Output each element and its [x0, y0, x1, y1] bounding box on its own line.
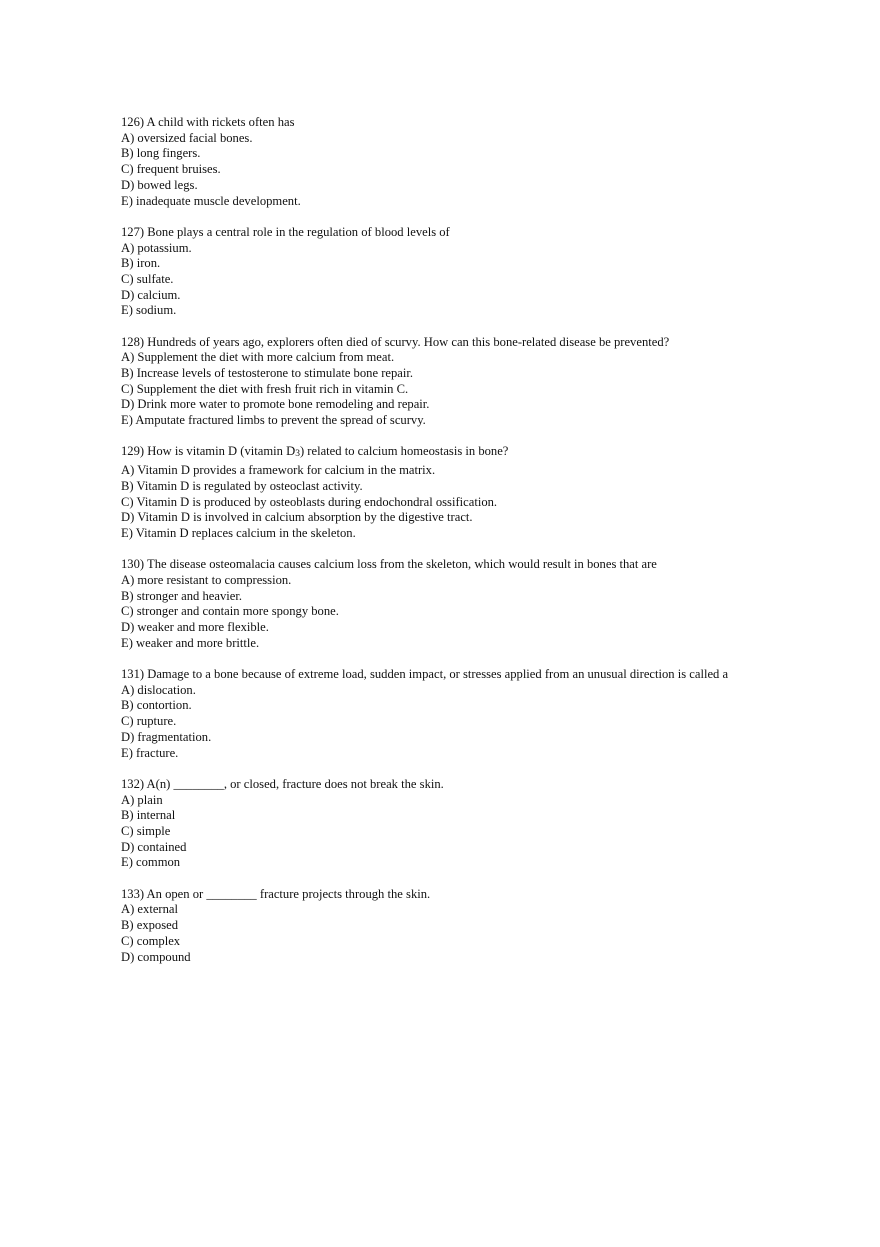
question-132: [121, 777, 761, 871]
question-127: [121, 225, 761, 319]
question-stem: [121, 444, 761, 463]
answer-option: D) Vitamin D is involved in calcium absorption by the digestive tract.: [121, 510, 473, 525]
question-133: [121, 887, 761, 966]
answer-option: A) dislocation.: [121, 682, 196, 697]
answer-option: B) iron.: [121, 256, 161, 271]
answer-option: E) sodium.: [121, 303, 177, 318]
answer-option: D) bowed legs.: [121, 177, 198, 192]
question-126: [121, 115, 761, 209]
question-stem: 133) An open or ________ fracture projects through the skin.: [121, 886, 431, 901]
question-list: [121, 115, 761, 965]
answer-option: A) more resistant to compression.: [121, 572, 292, 587]
question-131: [121, 667, 761, 761]
question-stem-suffix: ) related to calcium homeostasis in bone?: [299, 444, 509, 459]
answer-option: C) stronger and contain more spongy bone.: [121, 604, 339, 619]
question-stem: 131) Damage to a bone because of extreme load, sudden impact, or stresses applied from an unusual direction is called a: [121, 667, 729, 682]
answer-option: B) Increase levels of testosterone to stimulate bone repair.: [121, 366, 414, 381]
question-stem-subscript: 3: [295, 449, 300, 460]
answer-option: D) fragmentation.: [121, 729, 212, 744]
answer-option: E) Vitamin D replaces calcium in the skeleton.: [121, 525, 356, 540]
answer-option: A) Supplement the diet with more calcium from meat.: [121, 350, 395, 365]
answer-option: C) sulfate.: [121, 271, 174, 286]
answer-option: B) contortion.: [121, 698, 192, 713]
question-130: [121, 557, 761, 651]
answer-option: B) internal: [121, 808, 176, 823]
answer-option: D) calcium.: [121, 287, 181, 302]
answer-option: C) complex: [121, 933, 181, 948]
answer-option: B) Vitamin D is regulated by osteoclast activity.: [121, 478, 363, 493]
answer-option: E) weaker and more brittle.: [121, 635, 260, 650]
answer-option: E) inadequate muscle development.: [121, 193, 301, 208]
answer-option: A) potassium.: [121, 240, 192, 255]
answer-option: C) Vitamin D is produced by osteoblasts during endochondral ossification.: [121, 494, 498, 509]
answer-option: B) stronger and heavier.: [121, 588, 242, 603]
question-stem: 130) The disease osteomalacia causes calcium loss from the skeleton, which would result in bones that are: [121, 557, 657, 572]
answer-option: E) common: [121, 855, 181, 870]
answer-option: C) simple: [121, 823, 171, 838]
answer-option: D) compound: [121, 949, 191, 964]
question-stem-prefix: 129) How is vitamin D (vitamin D: [121, 444, 296, 459]
answer-option: A) oversized facial bones.: [121, 130, 253, 145]
question-129: [121, 444, 761, 541]
answer-option: C) Supplement the diet with fresh fruit rich in vitamin C.: [121, 381, 409, 396]
answer-option: C) frequent bruises.: [121, 162, 221, 177]
answer-option: B) long fingers.: [121, 146, 201, 161]
answer-option: A) external: [121, 902, 178, 917]
answer-option: C) rupture.: [121, 714, 177, 729]
answer-option: E) Amputate fractured limbs to prevent the spread of scurvy.: [121, 413, 426, 428]
answer-option: A) Vitamin D provides a framework for calcium in the matrix.: [121, 463, 436, 478]
answer-option: D) weaker and more flexible.: [121, 620, 269, 635]
question-128: [121, 335, 761, 429]
answer-option: D) contained: [121, 839, 187, 854]
answer-option: E) fracture.: [121, 745, 179, 760]
answer-option: B) exposed: [121, 918, 179, 933]
question-stem: 128) Hundreds of years ago, explorers often died of scurvy. How can this bone-related disease be prevented?: [121, 334, 670, 349]
answer-option: D) Drink more water to promote bone remodeling and repair.: [121, 397, 430, 412]
question-stem: 126) A child with rickets often has: [121, 115, 295, 129]
question-stem: 132) A(n) ________, or closed, fracture does not break the skin.: [121, 776, 444, 791]
answer-option: A) plain: [121, 792, 163, 807]
question-stem: 127) Bone plays a central role in the regulation of blood levels of: [121, 224, 450, 239]
